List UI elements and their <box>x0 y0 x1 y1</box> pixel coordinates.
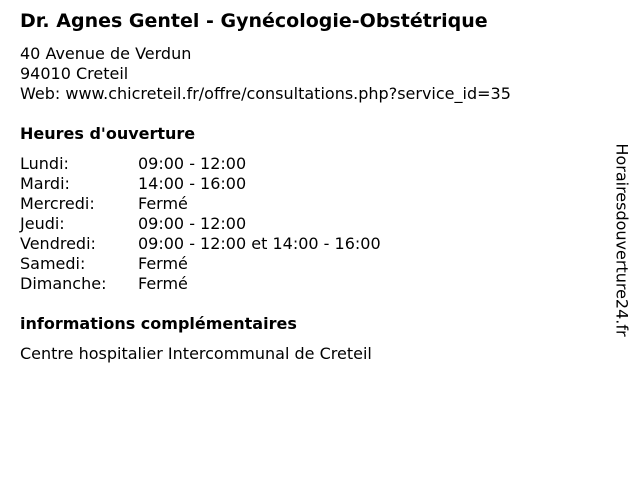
day-label: Jeudi: <box>20 214 65 233</box>
day-label: Mercredi: <box>20 194 95 213</box>
day-hours: Fermé <box>138 254 188 273</box>
info-text: Centre hospitalier Intercommunal de Creteil <box>20 344 372 363</box>
hours-table <box>20 154 381 294</box>
side-brand-watermark: Horairesdouverture24.fr <box>612 143 632 337</box>
address-street: 40 Avenue de Verdun <box>20 44 192 63</box>
address-block <box>20 44 511 104</box>
hours-row-sunday <box>20 274 381 294</box>
day-label: Samedi: <box>20 254 86 273</box>
hours-row-thursday <box>20 214 381 234</box>
day-hours: 14:00 - 16:00 <box>138 174 247 193</box>
day-label: Dimanche: <box>20 274 107 293</box>
day-hours: 09:00 - 12:00 <box>138 154 247 173</box>
page-title: Dr. Agnes Gentel - Gynécologie-Obstétrique <box>20 10 488 32</box>
info-heading: informations complémentaires <box>20 314 297 333</box>
hours-row-friday <box>20 234 381 254</box>
address-city: 94010 Creteil <box>20 64 129 83</box>
hours-row-monday <box>20 154 381 174</box>
hours-heading: Heures d'ouverture <box>20 124 196 143</box>
day-label: Mardi: <box>20 174 70 193</box>
day-hours: 09:00 - 12:00 et 14:00 - 16:00 <box>138 234 381 253</box>
day-hours: 09:00 - 12:00 <box>138 214 247 233</box>
day-hours: Fermé <box>138 194 188 213</box>
day-hours: Fermé <box>138 274 188 293</box>
hours-row-wednesday <box>20 194 381 214</box>
day-label: Lundi: <box>20 154 69 173</box>
hours-row-tuesday <box>20 174 381 194</box>
address-web: Web: www.chicreteil.fr/offre/consultations.php?service_id=35 <box>20 84 511 103</box>
day-label: Vendredi: <box>20 234 96 253</box>
hours-row-saturday <box>20 254 381 274</box>
